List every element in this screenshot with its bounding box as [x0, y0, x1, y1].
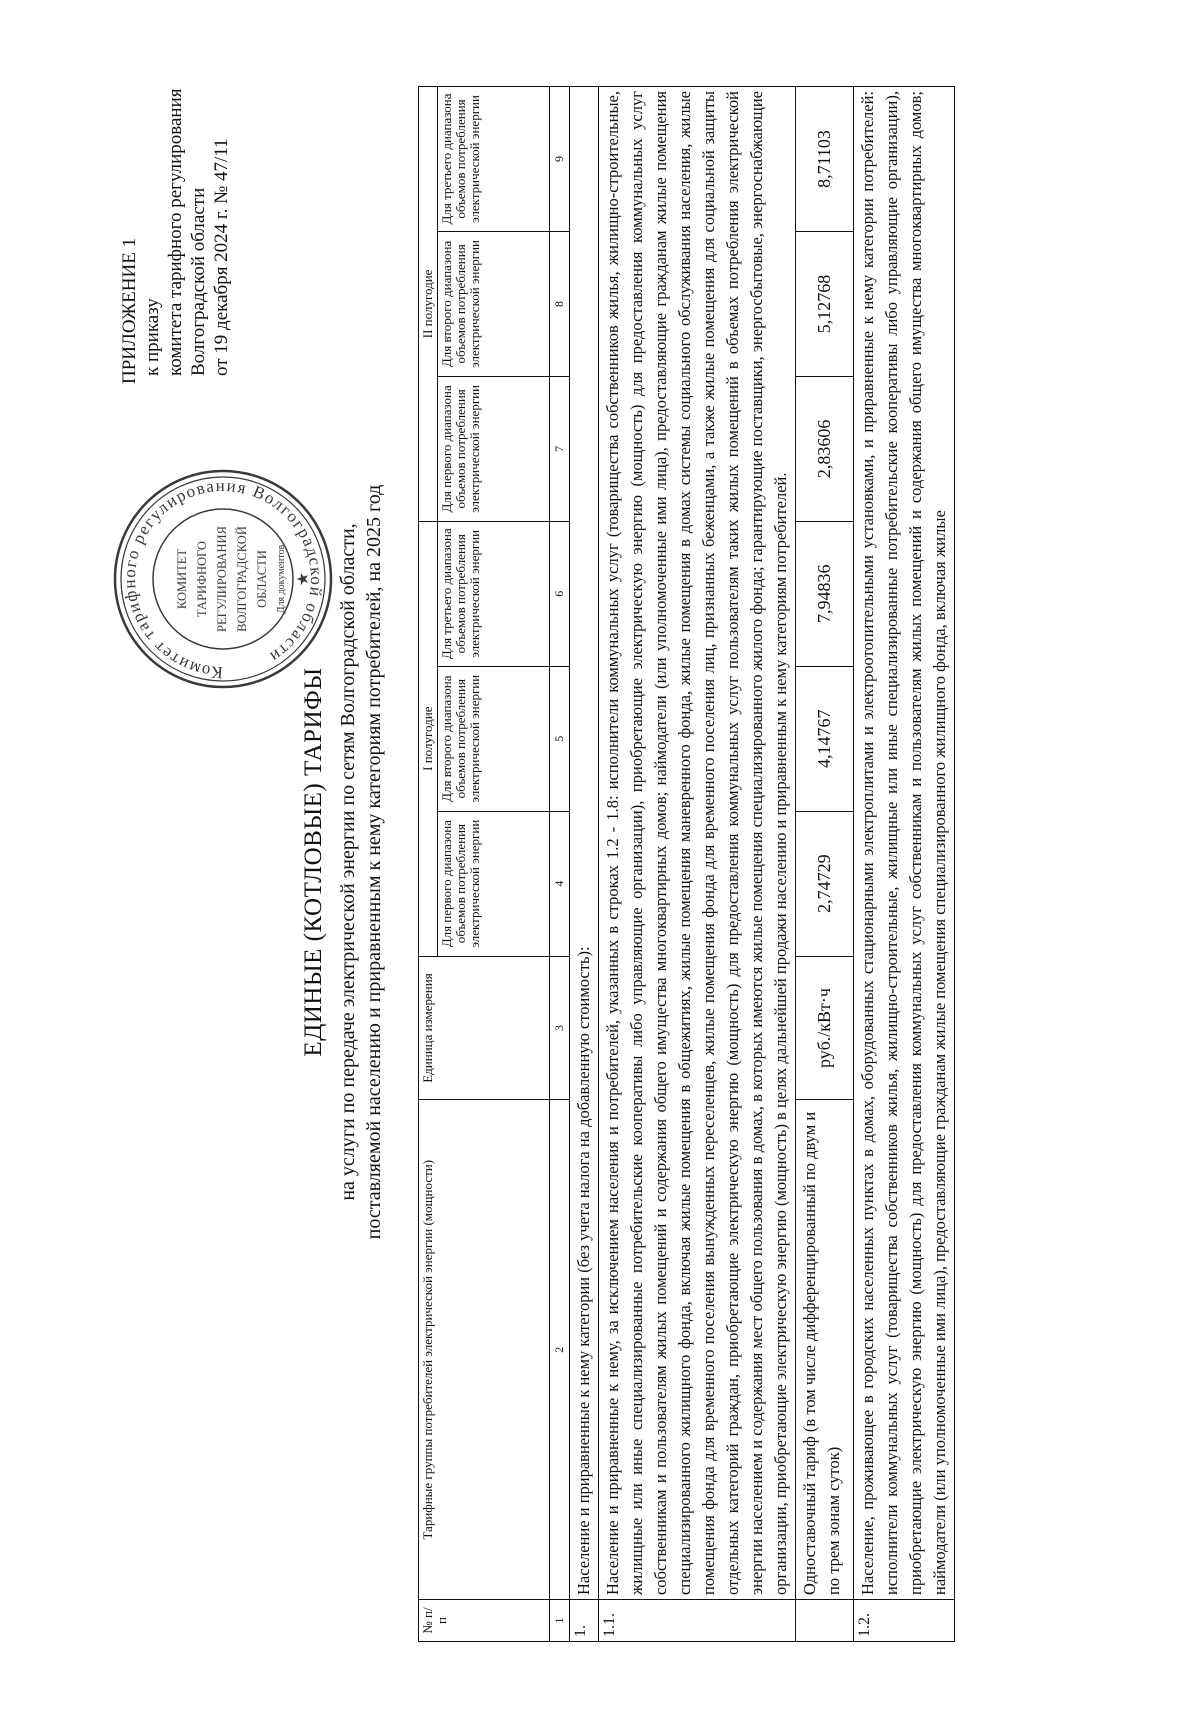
- tariff-table: [418, 86, 955, 1642]
- table-row: [854, 87, 955, 1642]
- header-h2-range-2: Для второго диапазона объемов потребления электрической энергии: [438, 231, 550, 376]
- header-h1-range-1: Для первого диапазона объемов потребления электрической энергии: [438, 811, 550, 956]
- table-row: [570, 87, 599, 1642]
- stamp-center-line-2: ТАРИФНОГО: [195, 541, 209, 617]
- header-unit: Единица измерения: [419, 956, 550, 1100]
- table-header-row-1: [419, 87, 438, 1642]
- header-tariff-groups: Тарифные группы потребителей электрической энергии (мощности): [419, 1100, 550, 1600]
- row-number: 1.2.: [854, 1600, 955, 1642]
- stamp-center-line-4: ВОЛГОГРАДСКОЙ: [235, 526, 249, 632]
- stamp-star-icon: ★: [295, 571, 312, 587]
- appendix-line-committee: комитета тарифного регулирования: [165, 88, 186, 376]
- header-h2-range-3: Для третьего диапазона объемов потребления электрической энергии: [438, 87, 550, 232]
- stamp-bottom-text: Для документов: [276, 544, 287, 614]
- tariff-value-h1-range3: 7,94836: [796, 521, 854, 666]
- column-number: 7: [550, 376, 570, 521]
- appendix-line-region: Волгоградской области: [188, 187, 209, 376]
- column-number-row: [550, 87, 570, 1642]
- row-text: Население, проживающее в городских населенных пунктах в домах, оборудованных стационарными электроплитами и электроотопительными установками, и приравненные к нему категории потребителей: исполнители коммунальных услуг (товарищества собственников жилья, жилищно-строительные, жилищные или иные специализированные потребительские кооперативы либо управляющие организации), приобретающие электрическую энергию (мощность) для предоставления коммунальных услуг собственникам и пользователям жилых помещений и содержания общего имущества многоквартирных домов; наймодатели (или уполномоченные ими лица), предоставляющие гражданам жилые помещения специализированного жилищного фонда, включая жилые: [854, 87, 955, 1600]
- row-text: Население и приравненные к нему, за исключением населения и потребителей, указанных в строках 1.2 - 1.8: исполнители коммунальных услуг (товарищества собственников жилья, жилищно-строительные, жилищные или иные специализированные потребительские кооперативы либо управляющие организации), приобретающие электрическую энергию (мощность) для предоставления коммунальных услуг собственникам и пользователям жилых помещений и содержания общего имущества многоквартирных домов; наймодатели (или уполномоченные ими лица), предоставляющие гражданам жилые помещения специализированного жилищного фонда, включая жилые помещения в общежитиях, жилые помещения маневренного фонда, жилые помещения в домах системы социального обслуживания населения, жилые помещения фонда для временного поселения вынужденных переселенцев, жилые помещения фонда для временного поселения лиц, признанных беженцами, а также жилые помещения для социальной защиты отдельных категорий граждан, приобретающие электрическую энергию (мощность) для предоставления коммунальных услуг пользователям таких жилых помещений в объемах потребления электрической энергии населением и содержания мест общего пользования в домах, в которых имеются жилые помещения специализированного жилого фонда; гарантирующие поставщики, энергосбытовые, энергоснабжающие организации, приобретающие электрическую энергию (мощность) в целях дальнейшей продажи населению и приравненным к нему категориям потребителей.: [599, 87, 796, 1600]
- header-half-year-2: II полугодие: [419, 87, 438, 522]
- header-h1-range-3: Для третьего диапазона объемов потребления электрической энергии: [438, 521, 550, 666]
- column-number: 6: [550, 521, 570, 666]
- header-row-number: № п/п: [419, 1600, 550, 1642]
- row-unit: руб./кВт·ч: [796, 956, 854, 1100]
- column-number: 5: [550, 666, 570, 811]
- column-number: 3: [550, 956, 570, 1100]
- stamp-center-line-3: РЕГУЛИРОВАНИЯ: [215, 526, 229, 632]
- appendix-line-order: к приказу: [142, 298, 163, 376]
- document-subtitle-line-2: поставляемой населению и приравненным к нему категориям потребителей, на 2025 год: [363, 484, 385, 1240]
- document-title: ЕДИНЫЕ (КОТЛОВЫЕ) ТАРИФЫ: [300, 667, 327, 1057]
- appendix-label: ПРИЛОЖЕНИЕ 1: [119, 237, 140, 384]
- header-h2-range-1: Для первого диапазона объемов потребления электрической энергии: [438, 376, 550, 521]
- table-row: [599, 87, 796, 1642]
- row-text: Население и приравненные к нему категории (без учета налога на добавленную стоимость):: [570, 87, 599, 1600]
- column-number: 1: [550, 1600, 570, 1642]
- tariff-value-h2-range2: 5,12768: [796, 231, 854, 376]
- stamp-center-line-5: ОБЛАСТИ: [255, 550, 269, 608]
- column-number: 4: [550, 811, 570, 956]
- row-text: Одноставочный тариф (в том числе дифференцированный по двум и по трем зонам суток): [796, 1100, 854, 1600]
- stamp-center-line-1: КОМИТЕТ: [175, 548, 189, 610]
- tariff-value-h1-range1: 2,74729: [796, 811, 854, 956]
- row-number: 1.1.: [599, 1600, 796, 1642]
- document-subtitle-line-1: на услуги по передаче электрической энергии по сетям Волгоградской области,: [337, 523, 359, 1201]
- header-half-year-1: I полугодие: [419, 521, 438, 956]
- table-row: [796, 87, 854, 1642]
- header-h1-range-2: Для второго диапазона объемов потребления электрической энергии: [438, 666, 550, 811]
- column-number: 8: [550, 231, 570, 376]
- tariff-value-h1-range2: 4,14767: [796, 666, 854, 811]
- row-number: [796, 1600, 854, 1642]
- stamp-ring-text: Комитет тарифного регулирования Волгоградской области: [119, 475, 327, 683]
- column-number: 2: [550, 1100, 570, 1600]
- row-number: 1.: [570, 1600, 599, 1642]
- tariff-value-h2-range3: 8,71103: [796, 87, 854, 232]
- tariff-value-h2-range1: 2,83606: [796, 376, 854, 521]
- column-number: 9: [550, 87, 570, 232]
- appendix-line-date: от 19 декабря 2024 г. № 47/11: [211, 138, 232, 376]
